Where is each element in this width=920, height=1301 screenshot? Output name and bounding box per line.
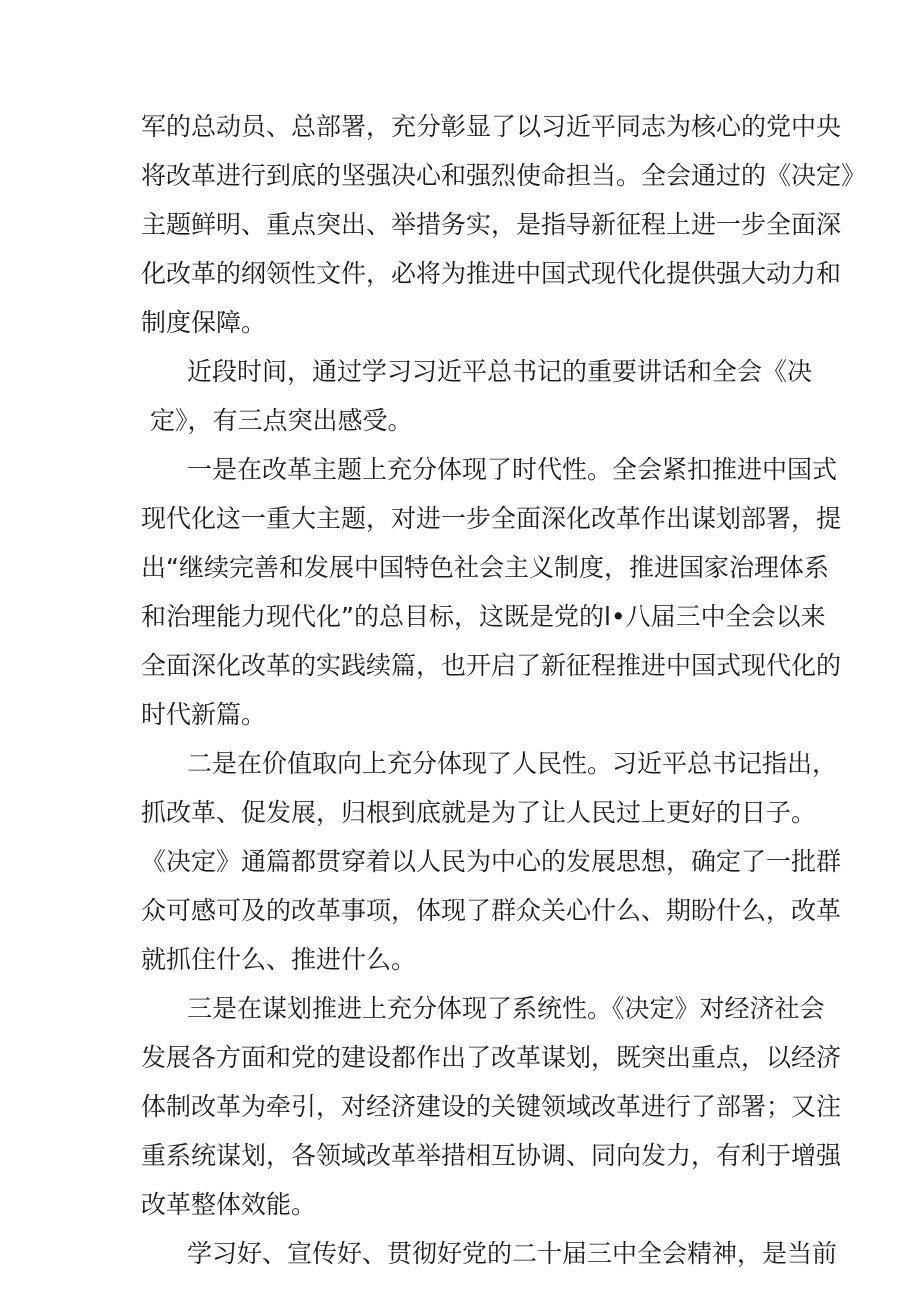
text-line-11: 和治理能力现代化”的总目标，这既是党的l•八届三中全会以来 — [141, 602, 826, 631]
text-line-16: 《决定》通篇都贯穿着以人民为中心的发展思想，确定了一批群 — [141, 847, 842, 876]
text-line-12: 全面深化改革的实践续篇，也开启了新征程推进中国式现代化的 — [141, 651, 842, 680]
text-line-9: 现代化这一重大主题，对进一步全面深化改革作出谋划部署，提 — [141, 504, 842, 533]
text-line-3: 主题鲜明、重点突出、举措务实，是指导新征程上进一步全面深 — [141, 210, 842, 239]
text-line-13: 时代新篇。 — [141, 700, 267, 729]
text-line-17: 众可感可及的改革事项，体现了群众关心什么、期盼什么，改革 — [141, 896, 842, 925]
text-line-22: 重系统谋划，各领域改革举措相互协调、同向发力，有利于增强 — [141, 1141, 842, 1170]
text-line-18: 就抓住什么、推进什么。 — [141, 945, 417, 974]
text-line-8: 一是在改革主题上充分体现了时代性。全会紧扣推进中国式 — [187, 455, 838, 484]
text-line-21: 体制改革为牵引，对经济建设的关键领域改革进行了部署；又注 — [141, 1092, 842, 1121]
text-line-2: 将改革进行到底的坚强决心和强烈使命担当。全会通过的《决定》 — [141, 161, 867, 190]
text-line-1: 军的总动员、总部署，充分彰显了以习近平同志为核心的党中央 — [141, 112, 842, 141]
text-line-10: 出“继续完善和发展中国特色社会主义制度，推进国家治理体系 — [141, 553, 829, 582]
text-line-19: 三是在谋划推进上充分体现了系统性。《决定》对经济社会 — [187, 994, 825, 1023]
text-line-6: 近段时间，通过学习习近平总书记的重要讲话和全会《决 — [187, 357, 813, 386]
text-line-7: 定》，有三点突出感受。 — [150, 406, 413, 435]
text-line-4: 化改革的纲领性文件，必将为推进中国式现代化提供强大动力和 — [141, 259, 842, 288]
text-line-20: 发展各方面和党的建设都作出了改革谋划，既突出重点，以经济 — [141, 1043, 842, 1072]
text-line-24: 学习好、宣传好、贯彻好党的二十届三中全会精神，是当前 — [187, 1239, 838, 1268]
text-line-5: 制度保障。 — [141, 308, 267, 337]
text-line-23: 改革整体效能。 — [141, 1190, 317, 1219]
text-line-15: 抓改革、促发展，归根到底就是为了让人民过上更好的日子。 — [141, 798, 817, 827]
text-line-14: 二是在价值取向上充分体现了人民性。习近平总书记指出， — [187, 749, 838, 778]
